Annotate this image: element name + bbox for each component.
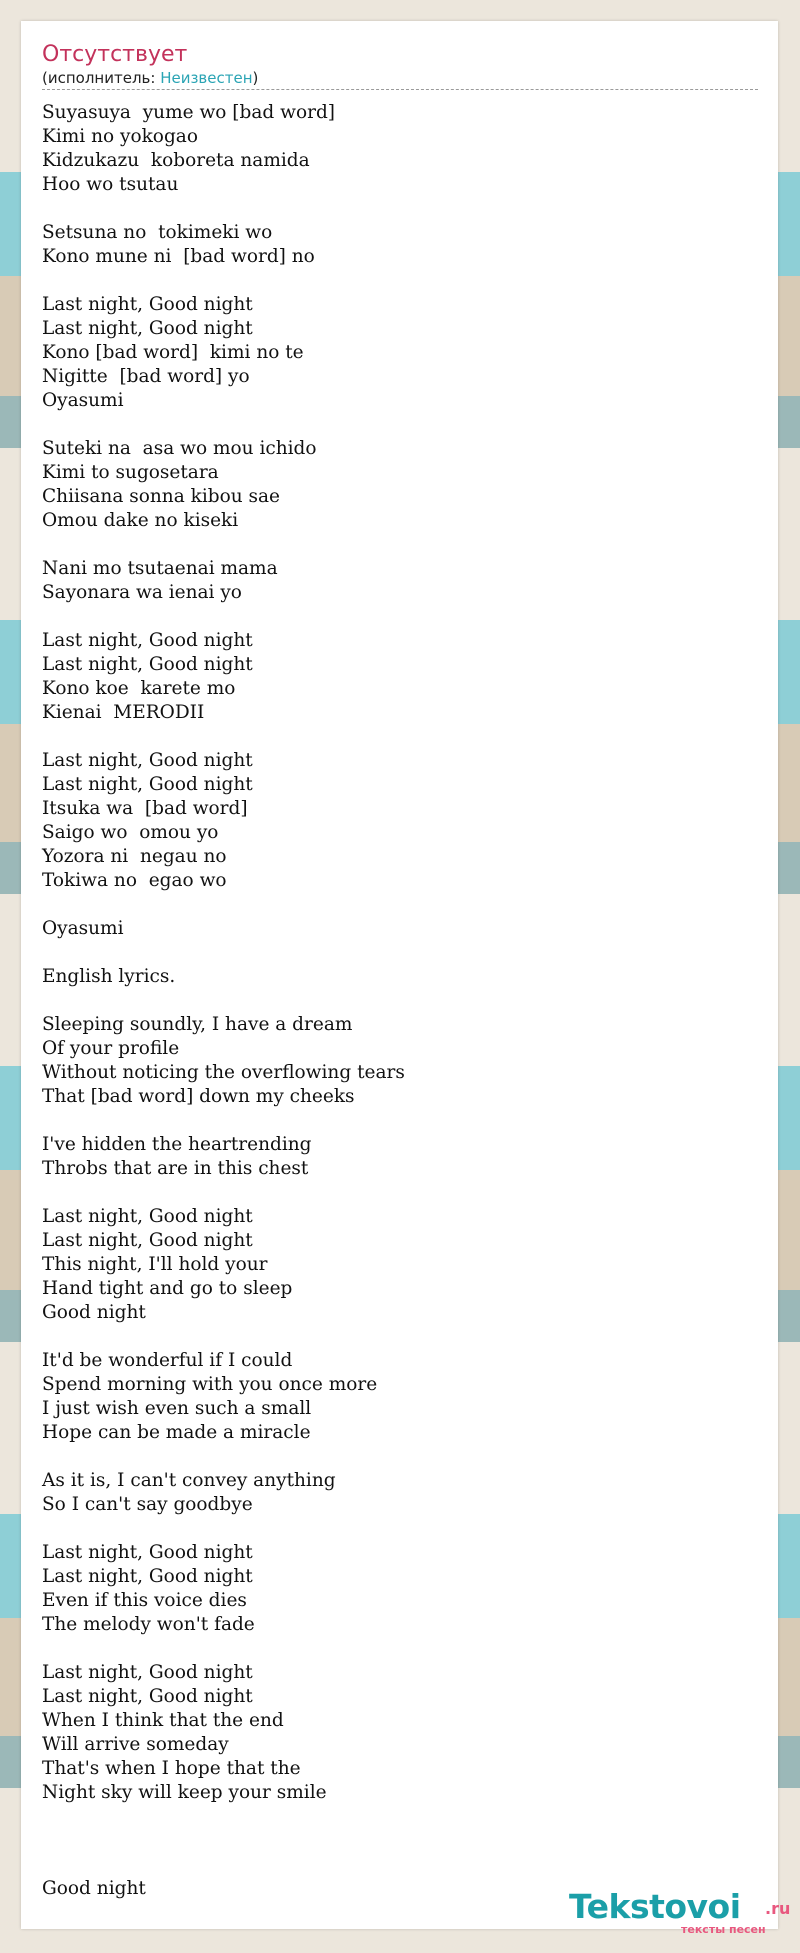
lyrics-blank-line <box>42 197 758 221</box>
lyrics-line: Hope can be made a miracle <box>42 1422 311 1443</box>
lyrics-line: Nigitte [bad word] yo <box>42 366 250 387</box>
lyrics-blank-line <box>42 989 758 1013</box>
lyrics-blank-line <box>42 941 758 965</box>
lyrics-line: English lyrics. <box>42 966 176 987</box>
lyrics-line: Kimi no yokogao <box>42 126 198 147</box>
lyrics-line: Last night, Good night <box>42 630 253 651</box>
lyrics-blank-line <box>42 413 758 437</box>
lyrics-line: Good night <box>42 1878 146 1899</box>
lyrics-blank-line <box>42 1181 758 1205</box>
lyrics-line: Without noticing the overflowing tears <box>42 1062 405 1083</box>
lyrics-line: Will arrive someday <box>42 1734 229 1755</box>
lyrics-blank-line <box>42 1109 758 1133</box>
artist-link[interactable]: Неизвестен <box>160 69 253 87</box>
lyrics-line: As it is, I can't convey anything <box>42 1470 336 1491</box>
lyrics-line: Kimi to sugosetara <box>42 462 219 483</box>
lyrics-line: Kono koe karete mo <box>42 678 236 699</box>
lyrics-line: Last night, Good night <box>42 1566 253 1587</box>
lyrics-blank-line <box>42 1517 758 1541</box>
artist-suffix: ) <box>252 69 259 87</box>
lyrics-line: Oyasumi <box>42 390 124 411</box>
lyrics-line: Suyasuya yume wo [bad word] <box>42 102 336 123</box>
lyrics-blank-line <box>42 725 758 749</box>
lyrics-line: Night sky will keep your smile <box>42 1782 327 1803</box>
lyrics-line: Last night, Good night <box>42 1206 253 1227</box>
lyrics-line: Spend morning with you once more <box>42 1374 378 1395</box>
lyrics-line: I've hidden the heartrending <box>42 1134 312 1155</box>
logo-tagline: тексты песен <box>681 1923 766 1936</box>
lyrics-line: Kienai MERODII <box>42 702 205 723</box>
lyrics-line: Kono [bad word] kimi no te <box>42 342 304 363</box>
lyrics-line: Hand tight and go to sleep <box>42 1278 293 1299</box>
lyrics-line: Throbs that are in this chest <box>42 1158 309 1179</box>
artist-prefix: (исполнитель: <box>42 69 161 87</box>
lyrics-line: Sleeping soundly, I have a dream <box>42 1014 353 1035</box>
lyrics-line: Of your profile <box>42 1038 180 1059</box>
lyrics-line: Last night, Good night <box>42 750 253 771</box>
lyrics-line: I just wish even such a small <box>42 1398 312 1419</box>
lyrics-line: The melody won't fade <box>42 1614 255 1635</box>
lyrics-line: Itsuka wa [bad word] <box>42 798 248 819</box>
lyrics-line: Omou dake no kiseki <box>42 510 239 531</box>
lyrics-line: Tokiwa no egao wo <box>42 870 227 891</box>
lyrics-line: Last night, Good night <box>42 1230 253 1251</box>
lyrics-line: This night, I'll hold your <box>42 1254 268 1275</box>
lyrics-blank-line <box>42 893 758 917</box>
lyrics-line: Even if this voice dies <box>42 1590 247 1611</box>
lyrics-line: Good night <box>42 1302 146 1323</box>
lyrics-line: Last night, Good night <box>42 1542 253 1563</box>
lyrics-line: Saigo wo omou yo <box>42 822 219 843</box>
lyrics-line: Hoo wo tsutau <box>42 174 179 195</box>
lyrics-line: Kidzukazu koboreta namida <box>42 150 310 171</box>
lyrics-blank-line <box>42 533 758 557</box>
lyrics-line: Kono mune ni [bad word] no <box>42 246 315 267</box>
lyrics-line: It'd be wonderful if I could <box>42 1350 293 1371</box>
lyrics-line: So I can't say goodbye <box>42 1494 253 1515</box>
lyrics-line: That [bad word] down my cheeks <box>42 1086 355 1107</box>
lyrics-line: When I think that the end <box>42 1710 284 1731</box>
lyrics-line: Nani mo tsutaenai mama <box>42 558 278 579</box>
lyrics-card <box>21 21 791 1936</box>
lyrics-line: Suteki na asa wo mou ichido <box>42 438 317 459</box>
artist-line <box>42 69 758 90</box>
lyrics-blank-line <box>42 1637 758 1661</box>
lyrics-text <box>42 101 758 1901</box>
lyrics-line: That's when I hope that the <box>42 1758 301 1779</box>
lyrics-blank-line <box>42 1805 758 1829</box>
lyrics-line: Last night, Good night <box>42 654 253 675</box>
lyrics-line: Setsuna no tokimeki wo <box>42 222 273 243</box>
lyrics-blank-line <box>42 1829 758 1853</box>
lyrics-line: Last night, Good night <box>42 774 253 795</box>
lyrics-line: Last night, Good night <box>42 294 253 315</box>
lyrics-line: Sayonara wa ienai yo <box>42 582 242 603</box>
song-title: Отсутствует <box>42 42 188 67</box>
lyrics-line: Yozora ni negau no <box>42 846 227 867</box>
lyrics-blank-line <box>42 269 758 293</box>
lyrics-blank-line <box>42 605 758 629</box>
lyrics-line: Chiisana sonna kibou sae <box>42 486 280 507</box>
song-header <box>42 41 758 90</box>
logo-tld: .ru <box>765 1899 791 1918</box>
lyrics-line: Last night, Good night <box>42 1686 253 1707</box>
logo-name: Tekstovoi <box>569 1887 741 1926</box>
lyrics-blank-line <box>42 1853 758 1877</box>
lyrics-blank-line <box>42 1325 758 1349</box>
lyrics-blank-line <box>42 1445 758 1469</box>
lyrics-line: Last night, Good night <box>42 318 253 339</box>
site-logo[interactable] <box>569 1887 789 1937</box>
lyrics-line: Oyasumi <box>42 918 124 939</box>
lyrics-line: Last night, Good night <box>42 1662 253 1683</box>
